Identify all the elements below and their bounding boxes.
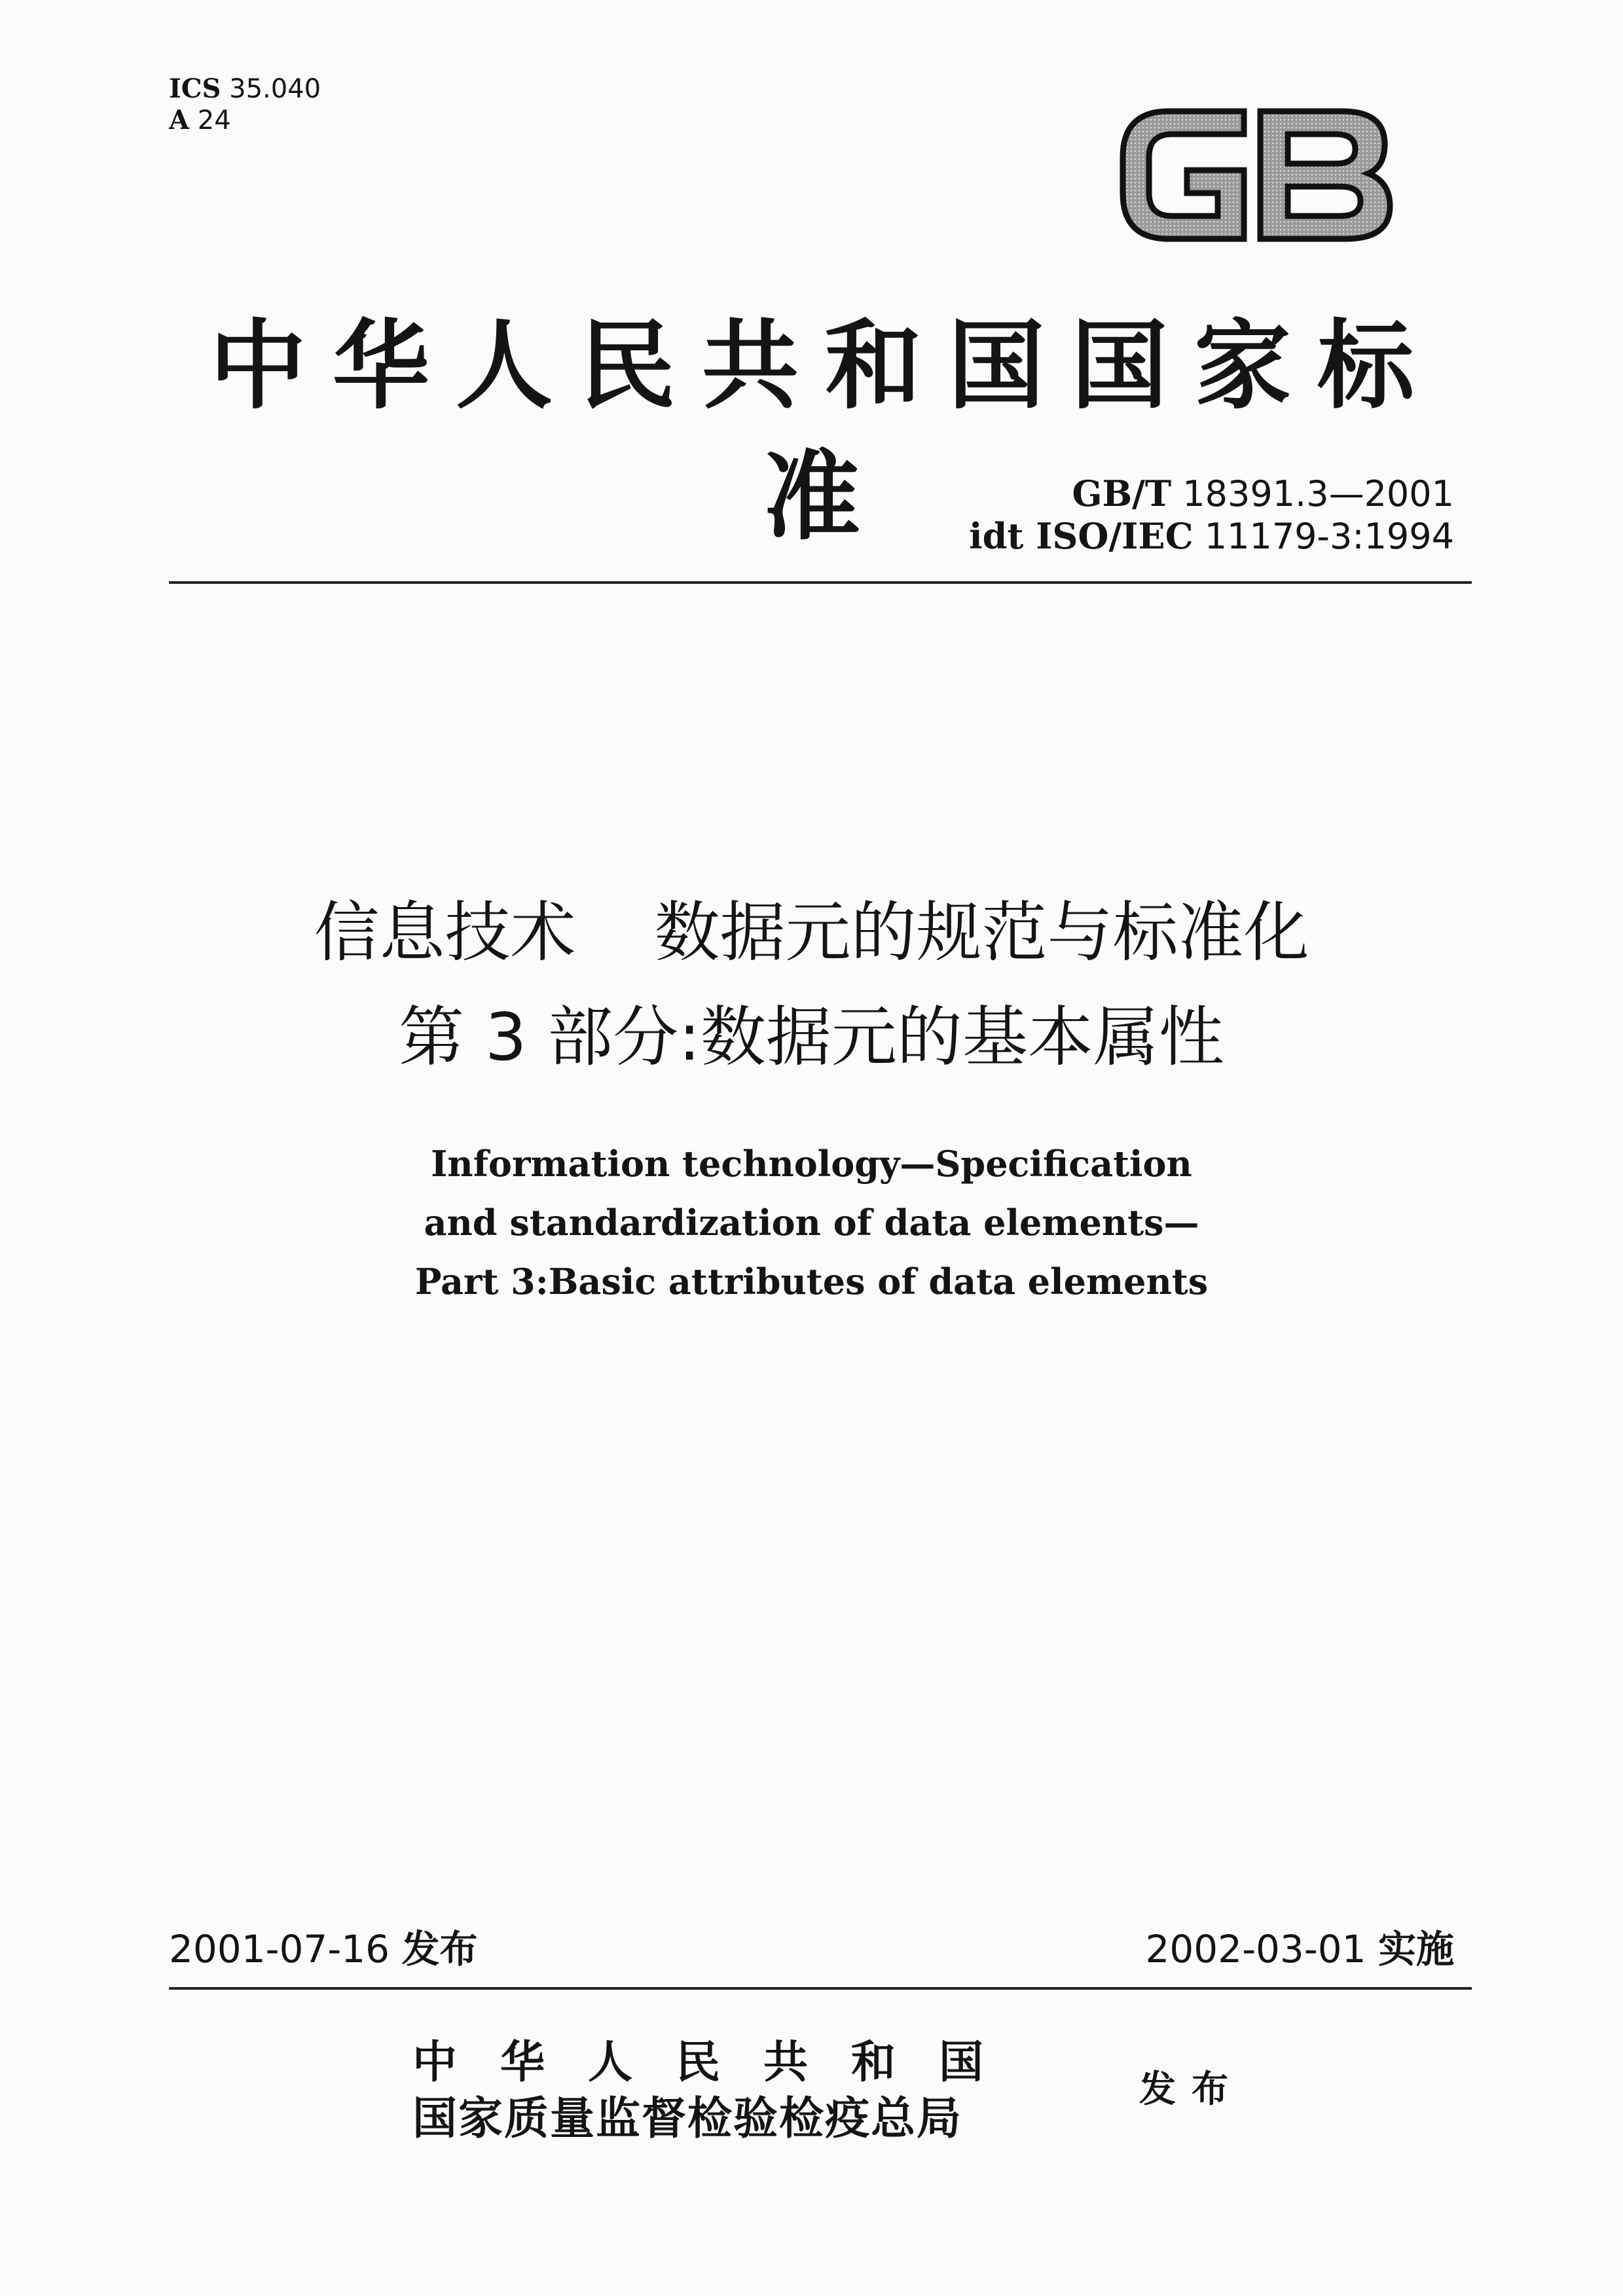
english-title-line-2: and standardization of data elements— <box>424 1202 1199 1244</box>
issue-date-value: 2001-07-16 <box>169 1927 390 1971</box>
footer-rule <box>169 1987 1472 1990</box>
ics-code <box>169 73 321 105</box>
standard-prefix: GB/T <box>1072 473 1172 514</box>
gb-logo-text: GB <box>1110 98 1111 99</box>
english-title-line-3: Part 3:Basic attributes of data elements <box>414 1261 1209 1302</box>
ics-label: ICS <box>169 73 221 104</box>
national-standard-title: 中华人民共和国国家标准 <box>210 308 1440 553</box>
standard-code <box>969 473 1454 515</box>
implement-date-value: 2002-03-01 <box>1145 1927 1366 1971</box>
standard-number <box>969 473 1454 558</box>
implement-date-action: 实施 <box>1377 1927 1454 1971</box>
classification-codes <box>169 73 321 136</box>
idt-code <box>969 515 1454 558</box>
issue-date-action: 发布 <box>401 1927 478 1971</box>
issuer-line-2: 国家质量监督检验检疫总局 <box>412 2092 963 2145</box>
chinese-title-line-2: 第 3 部分:数据元的基本属性 <box>399 999 1224 1075</box>
ics-value: 35.040 <box>229 74 321 104</box>
header-rule <box>169 581 1472 584</box>
issuing-authority <box>412 2034 1027 2147</box>
chinese-title-part-a: 信息技术 <box>314 894 576 971</box>
idt-prefix: idt ISO/IEC <box>969 515 1194 557</box>
ccs-value: 24 <box>197 105 231 135</box>
ccs-code <box>169 105 321 136</box>
issuer-action: 发布 <box>1139 2068 1244 2111</box>
standard-code-number: 18391.3—2001 <box>1182 473 1454 514</box>
chinese-title-line-1 <box>0 884 1623 982</box>
english-title-line-1: Information technology—Specification <box>431 1143 1192 1185</box>
idt-number: 11179-3:1994 <box>1204 516 1454 557</box>
ccs-label: A <box>169 105 190 135</box>
gb-logo <box>1110 98 1401 252</box>
issuer-line-1: 中华人民共和国 <box>412 2036 1027 2089</box>
implement-date <box>1145 1923 1454 1975</box>
chinese-title-part-b: 数据元的规范与标准化 <box>654 894 1309 971</box>
issue-date <box>169 1923 478 1975</box>
